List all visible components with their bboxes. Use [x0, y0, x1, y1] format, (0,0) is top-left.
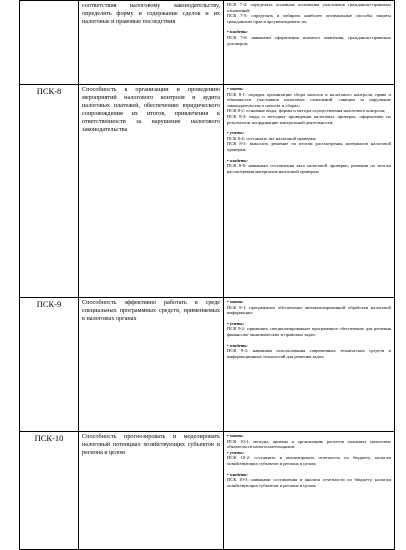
- competency-code: [20, 1, 79, 85]
- detail-item: ПСК 7-4: определять основные положения участников гражданско-правовых отношений;: [227, 2, 391, 13]
- competency-code: ПСК-8: [20, 85, 79, 298]
- detail-item: ПСК 10-2: составлять и анализировать отчетность по бюджету, налогам хозяйствующих субъектов и региона в целом;: [227, 455, 391, 466]
- detail-item: ПСК 8-2: основные виды, формы и методы осуществления налогового контроля;: [227, 108, 386, 114]
- detail-item: ПСК 9-1: программное обеспечение автоматизированной обработки налоговой информации;: [227, 304, 391, 316]
- block-label-own: • владеть:: [227, 29, 391, 35]
- block-label-know: • знать:: [227, 299, 391, 305]
- block-label-own: • владеть:: [227, 158, 391, 164]
- detail-item: ПСК 7-5: определять и избирать наиболее оптимальные способы защиты гражданских прав и аргументировать их;: [227, 13, 391, 24]
- competency-table: [19, 0, 395, 550]
- table-row: [20, 85, 395, 298]
- competency-code: ПСК-10: [20, 432, 79, 550]
- competency-description: Способность прогнозировать и моделировать налоговый потенциал хозяйствующих субъектов и региона в целом: [79, 432, 224, 550]
- competency-details: [224, 85, 395, 298]
- table-row: [20, 432, 395, 550]
- detail-item: ПСК 9-2: применять специализированное программное обеспечение для решения финансово-экономических и правовых задач;: [227, 326, 391, 337]
- block-label-able: • уметь:: [227, 321, 391, 327]
- detail-item: ПСК 8-4: составлять акт налоговой проверки;: [227, 135, 317, 141]
- detail-item: ПСК 10-3: навыками составления и анализа отчетности по бюджету, налогам хозяйствующих субъектов и региона в целом;: [227, 477, 391, 488]
- block-label-able: • уметь:: [227, 450, 391, 456]
- detail-item: ПСК 10-1: методы, приемы и организацию расчетов плановых налоговых обязательств налогоплательщиков;: [227, 438, 391, 450]
- competency-description: Способность к организации и проведению мероприятий налогового контроля и аудита налоговых платежей, обеспечению юридического сопровождения их итогов, привлечения к ответственности за нарушение налогового законодательства: [79, 85, 224, 298]
- block-label-able: • уметь:: [227, 130, 391, 136]
- table-row: [20, 298, 395, 432]
- competency-details: [224, 432, 395, 550]
- table-row: [20, 1, 395, 85]
- block-label-own: • владеть:: [227, 472, 391, 478]
- block-label-know: • знать:: [227, 86, 391, 92]
- competency-code: ПСК-9: [20, 298, 79, 432]
- detail-item: ПСК 8-6: навыками составления акта налоговой проверки, решения по итогам рассмотрения материалов налоговой проверки;: [227, 163, 391, 174]
- detail-item: ПСК 7-6: навыками оформления искового заявления, гражданско-правовых договоров;: [227, 34, 391, 46]
- competency-description: Способность эффективно работать в среде специальных программных средств, применяемых в налоговых органах: [79, 298, 224, 432]
- block-label-own: • владеть:: [227, 343, 391, 349]
- competency-description: соответствия налоговому законодательству, определять форму и содержание сделок и их налоговые и правовые последствия: [79, 1, 224, 85]
- detail-item: ПСК 8-1: порядок организации сбора налогов и налогового контроля, права и обязанности участников налоговых отношений, санкции за нарушение законодательства о налогах и сборах;: [227, 91, 391, 108]
- competency-details: [224, 298, 395, 432]
- competency-details: [224, 1, 395, 85]
- detail-item: ПСК 8-3: виды и методику проведения налоговых проверок, оформление их результатов, координацию контрольной деятельности;: [227, 113, 391, 125]
- detail-item: ПСК 9-3: навыками использования современных технических средств и информационных технологий для решения задач;: [227, 348, 391, 359]
- block-label-know: • знать:: [227, 433, 391, 439]
- detail-item: ПСК 8-5: выносить решение по итогам рассмотрения материалов налоговой проверки;: [227, 141, 391, 152]
